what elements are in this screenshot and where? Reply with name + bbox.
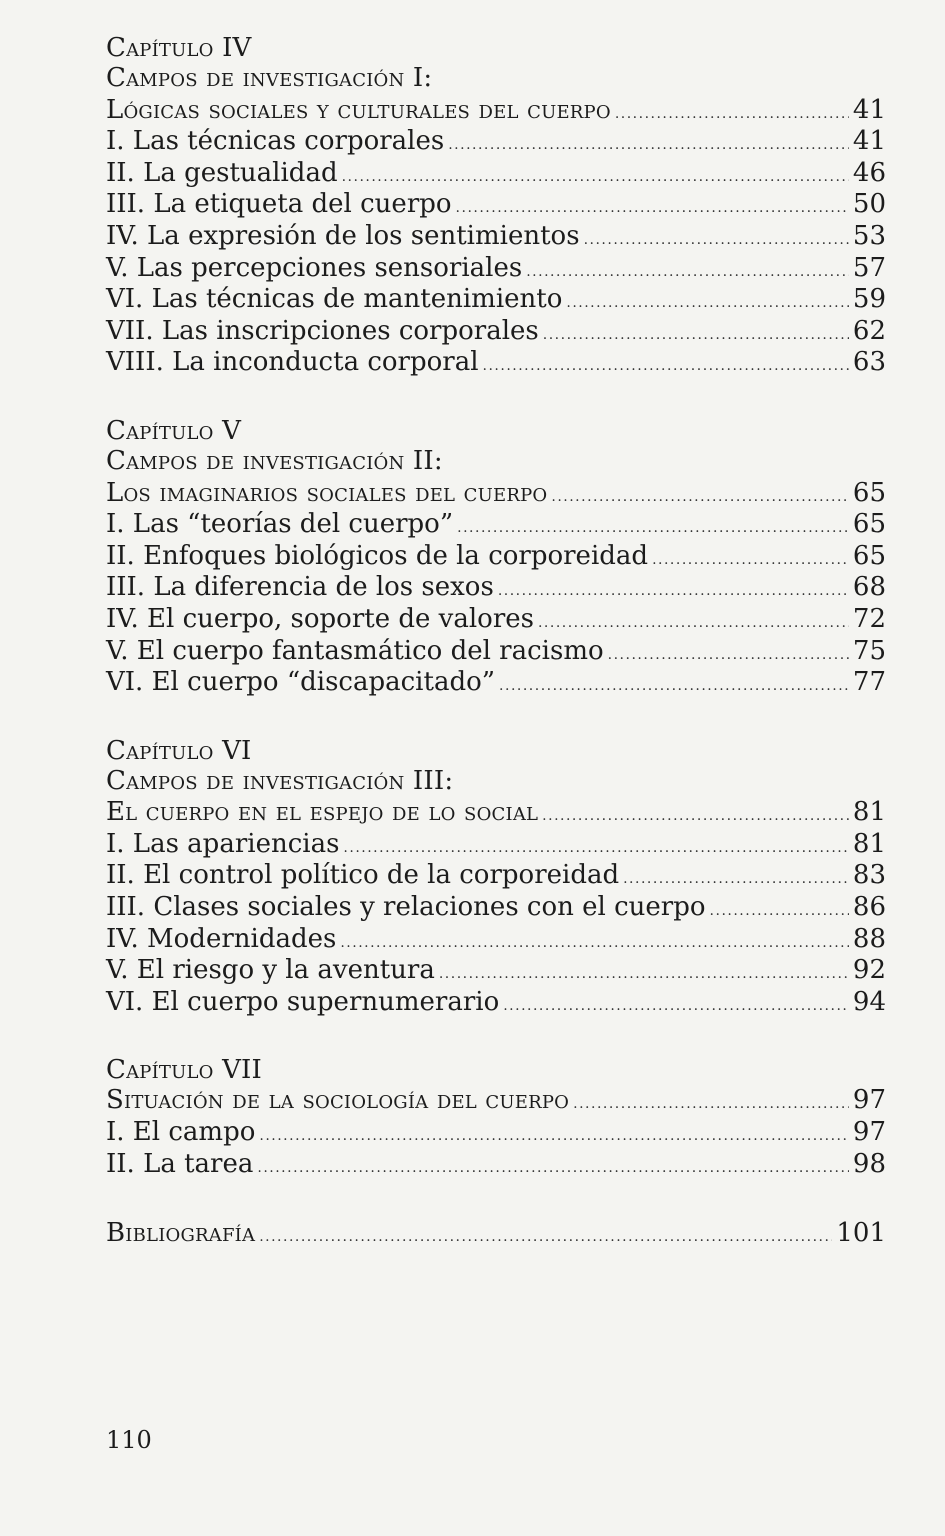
toc-entry[interactable] bbox=[106, 667, 886, 699]
dot-leader bbox=[439, 959, 849, 991]
page-ref: 92 bbox=[852, 955, 886, 986]
dot-leader bbox=[573, 1089, 849, 1121]
toc-entry[interactable] bbox=[106, 797, 886, 829]
entry-title: I. El campo bbox=[106, 1117, 256, 1148]
dot-leader bbox=[551, 482, 849, 514]
toc-entry[interactable] bbox=[106, 1117, 886, 1149]
chapter-subheading: Situación de la sociología del cuerpo bbox=[106, 1085, 570, 1116]
bibliography-title: Bibliografía bbox=[106, 1218, 256, 1249]
chapter-4 bbox=[106, 34, 886, 379]
toc-entry[interactable] bbox=[106, 509, 886, 541]
entry-title: IV. Modernidades bbox=[106, 923, 337, 954]
chapter-heading: Campos de investigación I: bbox=[106, 63, 433, 93]
entry-title: IV. El cuerpo, soporte de valores bbox=[106, 603, 534, 634]
dot-leader bbox=[259, 1222, 832, 1254]
toc-entry[interactable] bbox=[106, 189, 886, 221]
toc-entry[interactable] bbox=[106, 347, 886, 379]
page-ref: 41 bbox=[852, 126, 886, 157]
toc-entry[interactable] bbox=[106, 126, 886, 158]
page-ref: 98 bbox=[852, 1148, 886, 1179]
entry-title: III. La etiqueta del cuerpo bbox=[106, 189, 452, 220]
toc-entry[interactable] bbox=[106, 636, 886, 668]
toc-entry[interactable] bbox=[106, 987, 886, 1019]
toc-entry[interactable] bbox=[106, 829, 886, 861]
entry-title: V. El cuerpo fantasmático del racismo bbox=[106, 635, 604, 666]
page-ref: 94 bbox=[852, 986, 886, 1017]
toc-entry[interactable] bbox=[106, 1085, 886, 1117]
page-ref: 77 bbox=[852, 667, 886, 698]
page-number: 110 bbox=[106, 1426, 152, 1454]
toc-entry[interactable] bbox=[106, 158, 886, 190]
toc-entry[interactable] bbox=[106, 541, 886, 573]
chapter-label: Capítulo VII bbox=[106, 1055, 262, 1086]
chapter-7 bbox=[106, 1056, 886, 1180]
table-of-contents bbox=[106, 34, 886, 1250]
entry-title: III. La diferencia de los sexos bbox=[106, 572, 494, 603]
toc-entry[interactable] bbox=[106, 95, 886, 127]
chapter-label: Capítulo VI bbox=[106, 735, 252, 766]
entry-title: VII. Las inscripciones corporales bbox=[106, 315, 539, 346]
page-ref: 86 bbox=[852, 892, 886, 923]
entry-title: II. El control político de la corporeidad bbox=[106, 860, 620, 891]
chapter-5 bbox=[106, 417, 886, 699]
entry-title: III. Clases sociales y relaciones con el cuerpo bbox=[106, 892, 706, 923]
chapter-heading: Campos de investigación II: bbox=[106, 445, 443, 476]
page-ref: 65 bbox=[852, 509, 886, 540]
toc-entry[interactable] bbox=[106, 221, 886, 253]
dot-leader bbox=[526, 257, 849, 289]
dot-leader bbox=[615, 99, 849, 131]
entry-title: VI. El cuerpo “discapacitado” bbox=[106, 667, 496, 698]
page-ref: 97 bbox=[852, 1085, 886, 1116]
entry-title: II. Enfoques biológicos de la corporeidad bbox=[106, 540, 649, 571]
dot-leader bbox=[566, 288, 849, 320]
chapter-label: Capítulo IV bbox=[106, 33, 252, 63]
toc-entry[interactable] bbox=[106, 478, 886, 510]
dot-leader bbox=[499, 671, 849, 703]
chapter-label: Capítulo V bbox=[106, 415, 242, 446]
dot-leader bbox=[259, 1121, 849, 1153]
entry-title: V. El riesgo y la aventura bbox=[106, 955, 435, 986]
toc-entry-bibliography[interactable] bbox=[106, 1218, 886, 1250]
dot-leader bbox=[652, 545, 849, 577]
chapter-subheading: El cuerpo en el espejo de lo social bbox=[106, 797, 539, 828]
toc-entry[interactable] bbox=[106, 860, 886, 892]
entry-title: II. La tarea bbox=[106, 1148, 254, 1179]
dot-leader bbox=[498, 576, 849, 608]
dot-leader bbox=[503, 991, 849, 1023]
page-ref: 81 bbox=[852, 828, 886, 859]
entry-title: V. Las percepciones sensoriales bbox=[106, 252, 523, 283]
dot-leader bbox=[257, 1153, 849, 1185]
toc-entry[interactable] bbox=[106, 924, 886, 956]
page-ref: 81 bbox=[852, 797, 886, 828]
chapter-6 bbox=[106, 737, 886, 1019]
toc-entry[interactable] bbox=[106, 253, 886, 285]
entry-title: IV. La expresión de los sentimientos bbox=[106, 220, 580, 251]
toc-entry[interactable] bbox=[106, 892, 886, 924]
toc-entry[interactable] bbox=[106, 1149, 886, 1181]
page-ref: 65 bbox=[852, 477, 886, 508]
page-ref: 57 bbox=[852, 252, 886, 283]
dot-leader bbox=[710, 896, 849, 928]
page-ref: 50 bbox=[852, 189, 886, 220]
chapter-heading: Campos de investigación III: bbox=[106, 765, 454, 796]
chapter-subheading: Los imaginarios sociales del cuerpo bbox=[106, 477, 548, 508]
toc-entry[interactable] bbox=[106, 316, 886, 348]
page-ref: 75 bbox=[852, 635, 886, 666]
entry-title: I. Las apariencias bbox=[106, 828, 340, 859]
toc-entry[interactable] bbox=[106, 284, 886, 316]
page-ref: 72 bbox=[852, 603, 886, 634]
page-ref: 65 bbox=[852, 540, 886, 571]
entry-title: I. Las “teorías del cuerpo” bbox=[106, 509, 454, 540]
page-ref: 63 bbox=[852, 347, 886, 378]
page-ref: 53 bbox=[852, 220, 886, 251]
toc-entry[interactable] bbox=[106, 604, 886, 636]
dot-leader bbox=[608, 640, 849, 672]
dot-leader bbox=[448, 130, 849, 162]
toc-entry[interactable] bbox=[106, 955, 886, 987]
page-ref: 101 bbox=[836, 1218, 886, 1249]
dot-leader bbox=[543, 320, 849, 352]
page-ref: 62 bbox=[852, 315, 886, 346]
page-ref: 97 bbox=[852, 1117, 886, 1148]
toc-entry[interactable] bbox=[106, 572, 886, 604]
entry-title: VIII. La inconducta corporal bbox=[106, 347, 479, 378]
dot-leader bbox=[542, 801, 849, 833]
page-ref: 59 bbox=[852, 284, 886, 315]
chapter-subheading: Lógicas sociales y culturales del cuerpo bbox=[106, 94, 611, 125]
entry-title: II. La gestualidad bbox=[106, 157, 338, 188]
page-ref: 41 bbox=[852, 94, 886, 125]
page-ref: 46 bbox=[852, 157, 886, 188]
entry-title: VI. Las técnicas de mantenimiento bbox=[106, 284, 563, 315]
page-ref: 88 bbox=[852, 923, 886, 954]
page-ref: 83 bbox=[852, 860, 886, 891]
entry-title: I. Las técnicas corporales bbox=[106, 126, 445, 157]
entry-title: VI. El cuerpo supernumerario bbox=[106, 986, 500, 1017]
dot-leader bbox=[584, 225, 849, 257]
page-ref: 68 bbox=[852, 572, 886, 603]
dot-leader bbox=[483, 351, 849, 383]
